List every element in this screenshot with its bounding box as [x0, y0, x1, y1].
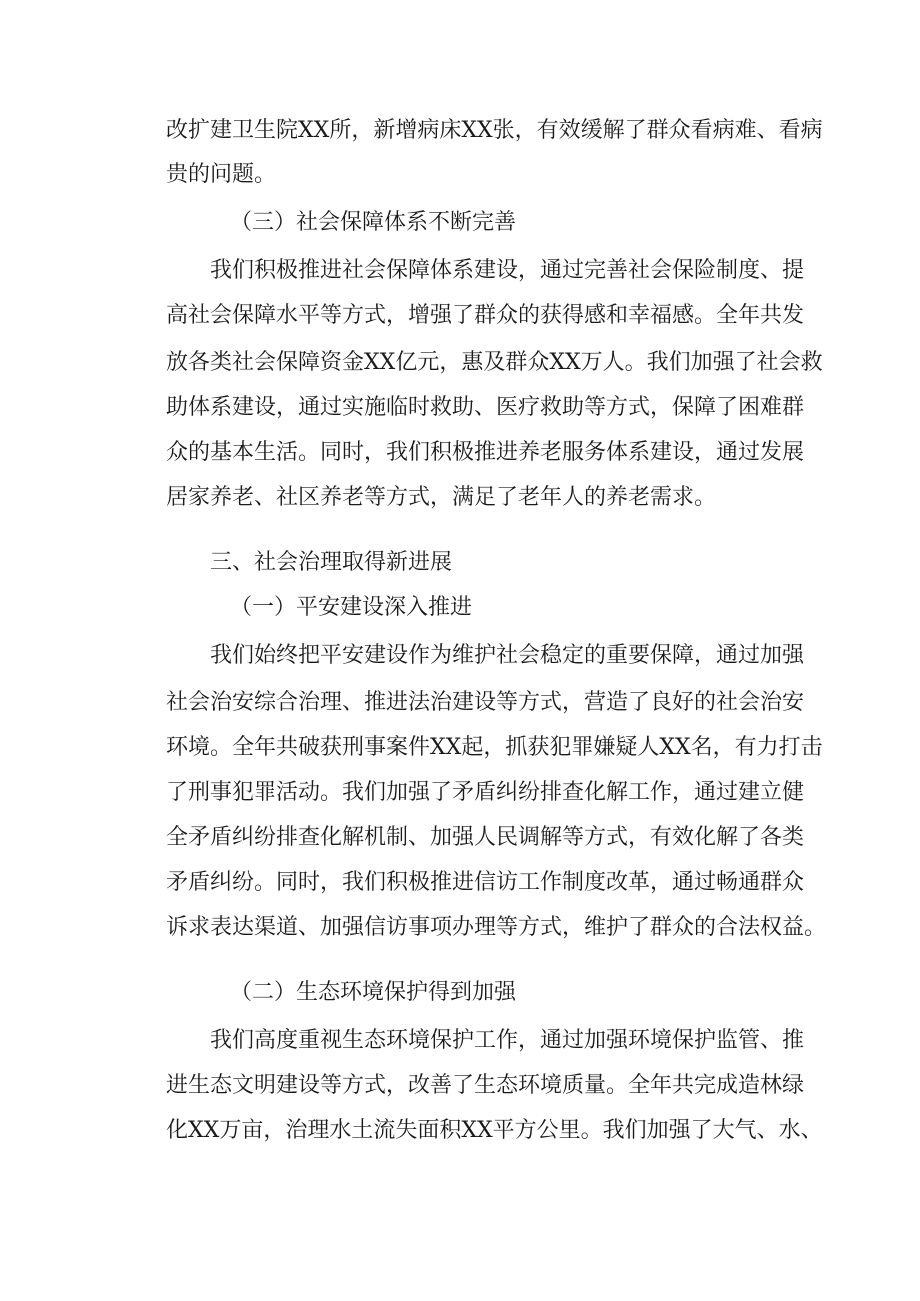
section-heading: （二）生态环境保护得到加强	[230, 980, 517, 1005]
paragraph-line: 进生态文明建设等方式，改善了生态环境质量。全年共完成造林绿	[166, 1073, 805, 1098]
paragraph-line: 社会治安综合治理、推进法治建设等方式，营造了良好的社会治安	[166, 690, 805, 715]
paragraph-line: 我们始终把平安建设作为维护社会稳定的重要保障，通过加强	[210, 643, 805, 668]
paragraph-line: 助体系建设，通过实施临时救助、医疗救助等方式，保障了困难群	[166, 395, 805, 420]
paragraph-line: 高社会保障水平等方式，增强了群众的获得感和幸福感。全年共发	[166, 303, 805, 328]
paragraph-line: 居家养老、社区养老等方式，满足了老年人的养老需求。	[166, 485, 717, 510]
section-heading: 三、社会治理取得新进展	[210, 550, 453, 575]
paragraph-line: 化XX万亩，治理水土流失面积XX平方公里。我们加强了大气、水、	[166, 1118, 823, 1143]
paragraph-line: 改扩建卫生院XX所，新增病床XX张，有效缓解了群众看病难、看病	[166, 118, 823, 143]
paragraph-line: 众的基本生活。同时，我们积极推进养老服务体系建设，通过发展	[166, 440, 805, 465]
paragraph-line: 放各类社会保障资金XX亿元，惠及群众XX万人。我们加强了社会救	[166, 350, 823, 375]
paragraph-line: 我们积极推进社会保障体系建设，通过完善社会保险制度、提	[210, 258, 805, 283]
section-heading: （三）社会保障体系不断完善	[230, 210, 517, 235]
paragraph-line: 贵的问题。	[166, 162, 277, 187]
paragraph-line: 环境。全年共破获刑事案件XX起，抓获犯罪嫌疑人XX名，有力打击	[166, 735, 823, 760]
paragraph-line: 了刑事犯罪活动。我们加强了矛盾纠纷排查化解工作，通过建立健	[166, 780, 805, 805]
paragraph-line: 矛盾纠纷。同时，我们积极推进信访工作制度改革，通过畅通群众	[166, 870, 805, 895]
section-heading: （一）平安建设深入推进	[230, 595, 473, 620]
paragraph-line: 诉求表达渠道、加强信访事项办理等方式，维护了群众的合法权益。	[166, 915, 827, 940]
paragraph-line: 全矛盾纠纷排查化解机制、加强人民调解等方式，有效化解了各类	[166, 825, 805, 850]
paragraph-line: 我们高度重视生态环境保护工作，通过加强环境保护监管、推	[210, 1028, 805, 1053]
